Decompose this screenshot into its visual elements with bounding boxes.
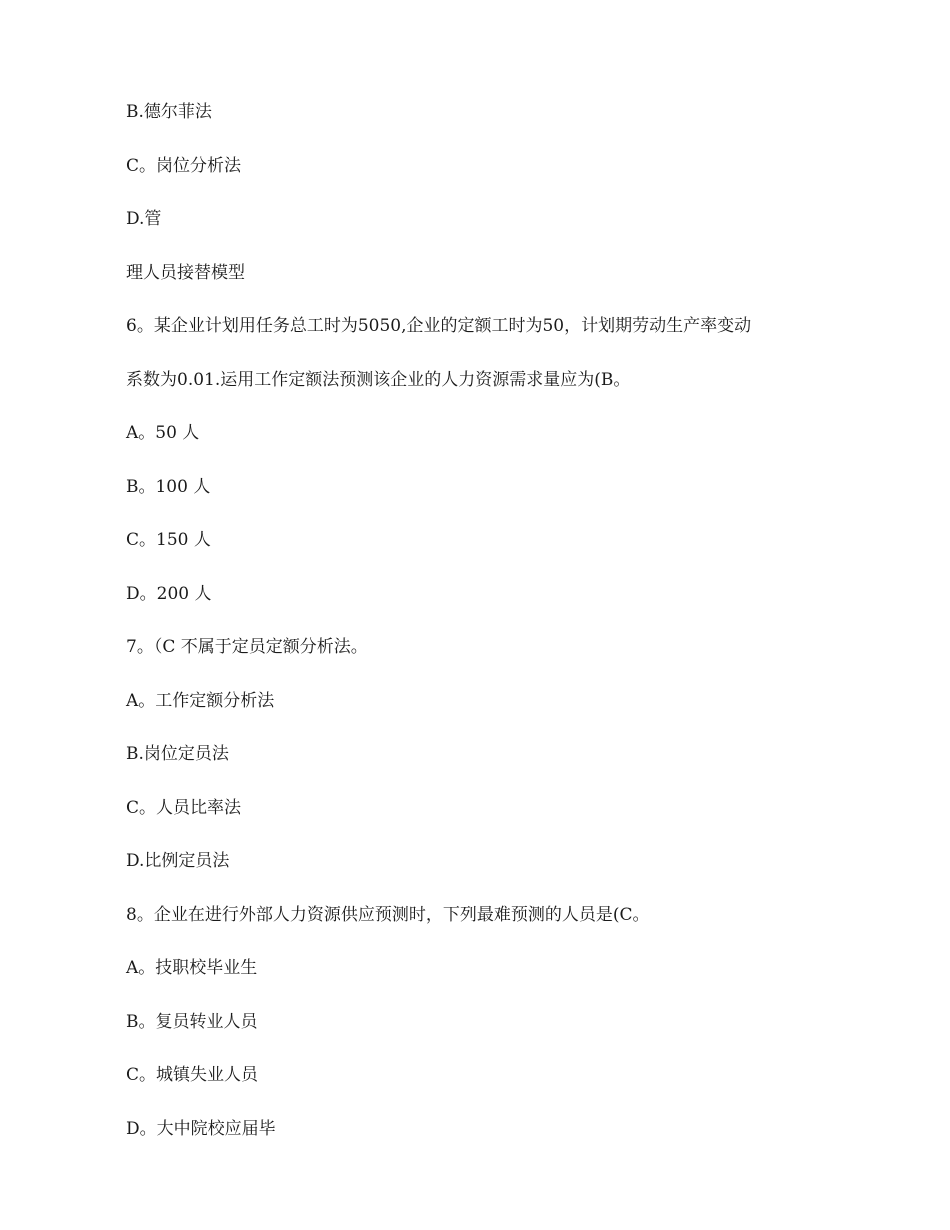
document-body	[126, 99, 826, 1169]
q6-option-b: B。100 人	[126, 476, 211, 497]
option-d-continuation: 理人员接替模型	[126, 262, 245, 283]
q6-option-d: D。200 人	[126, 583, 212, 604]
q7-option-a: A。工作定额分析法	[126, 690, 275, 711]
option-c-job-analysis: C。岗位分析法	[126, 155, 242, 176]
q8-option-b: B。复员转业人员	[126, 1011, 258, 1032]
option-b-delphi: B.德尔菲法	[126, 102, 212, 122]
q6-option-c: C。150 人	[126, 530, 211, 550]
q7-option-d: D.比例定员法	[126, 851, 230, 871]
q6-option-a: A。50 人	[126, 423, 200, 443]
question-7: 7。（C 不属于定员定额分析法。	[126, 637, 368, 657]
question-8: 8。企业在进行外部人力资源供应预测时，下列最难预测的人员是(C。	[126, 904, 650, 925]
q8-option-d: D。大中院校应届毕	[126, 1118, 276, 1139]
q7-option-b: B.岗位定员法	[126, 744, 229, 764]
q8-option-c: C。城镇失业人员	[126, 1065, 259, 1085]
question-6-line-2: 系数为0.01.运用工作定额法预测该企业的人力资源需求量应为(B。	[126, 369, 631, 390]
question-6-line-1: 6。某企业计划用任务总工时为5050,企业的定额工时为50，计划期劳动生产率变动	[126, 316, 752, 336]
q8-option-a: A。技职校毕业生	[126, 958, 258, 978]
q7-option-c: C。人员比率法	[126, 797, 242, 818]
option-d-management: D.管	[126, 209, 162, 229]
